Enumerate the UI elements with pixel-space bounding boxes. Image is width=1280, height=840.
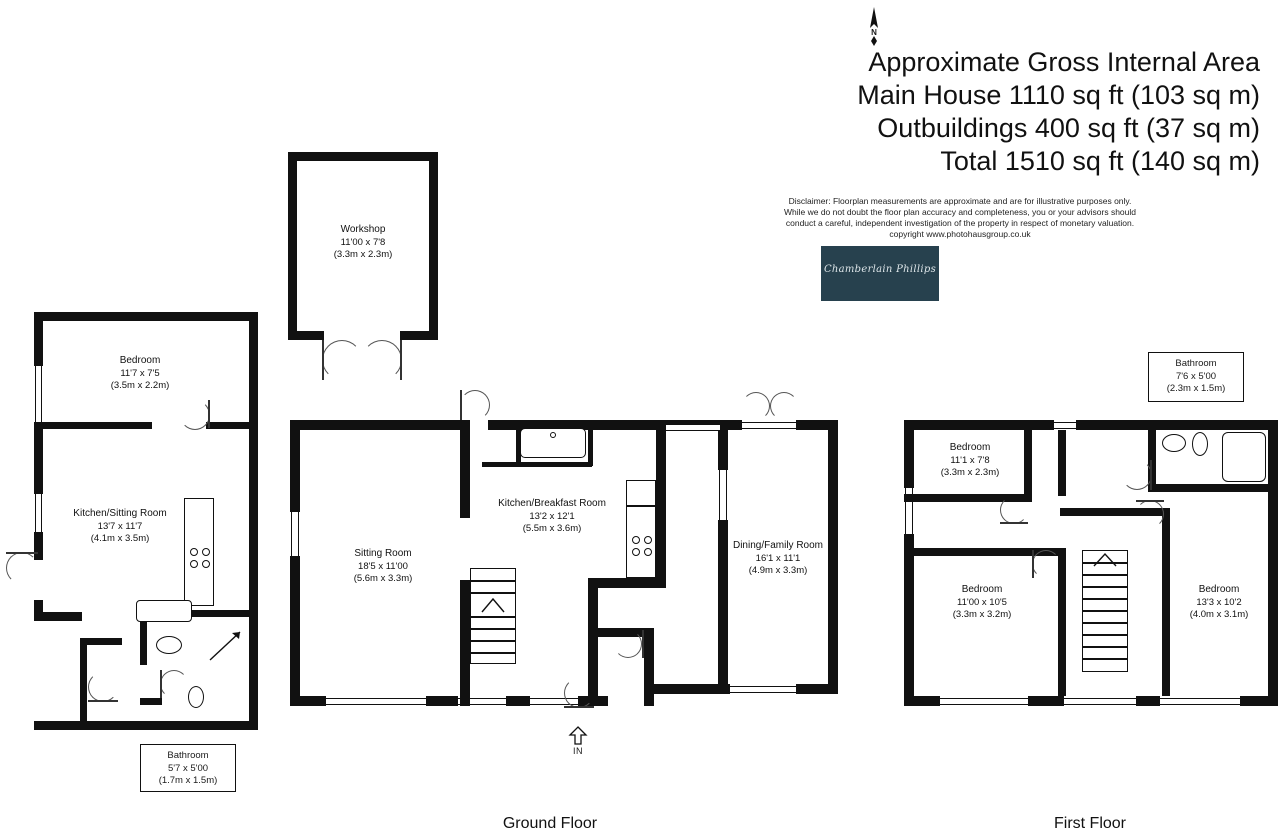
ground-wall-top-left (290, 420, 460, 430)
first-stair-step (1083, 622, 1127, 624)
area-summary (640, 46, 1260, 178)
annexe-wc (188, 686, 204, 708)
annexe-hob-ring-4 (202, 560, 210, 568)
ground-bath-tap (550, 432, 556, 438)
annexe-bathroom-imperial: 5'7 x 5'00 (167, 762, 209, 774)
first-wall-bottom-4 (1240, 696, 1278, 706)
annexe-wall-bottom (34, 721, 258, 730)
first-wall-bathroom-bottom (1148, 484, 1278, 492)
first-stair-step (1083, 634, 1127, 636)
first-wall-bottom-1 (904, 696, 940, 706)
ground-stair-step (471, 580, 515, 582)
ground-wall-bottom-1 (290, 696, 326, 706)
first-wall-bed-rear-right (1058, 554, 1066, 696)
ground-sitting-room-imperial: 18'5 x 11'00 (358, 560, 408, 572)
first-wall-landing-left (1058, 430, 1066, 496)
first-bedroom-rear-imperial: 11'00 x 10'5 (957, 596, 1007, 608)
first-bedroom-rear-label (922, 584, 1042, 622)
ground-door-front-arc (460, 390, 490, 420)
first-bedroom-rear-metric: (3.3m x 3.2m) (952, 609, 1012, 620)
first-bedroom-front-imperial: 11'1 x 7'8 (950, 454, 990, 466)
ground-stair-step (471, 652, 515, 654)
first-stair-step (1083, 658, 1127, 660)
annexe-bedroom-name: Bedroom (119, 355, 161, 366)
first-bathroom-imperial: 7'6 x 5'00 (1175, 370, 1217, 382)
workshop-door-right-leaf (400, 340, 402, 380)
first-wall-bottom-3 (1136, 696, 1160, 706)
annexe-kitchen-sitting-label (40, 508, 200, 546)
first-wc (1192, 432, 1208, 456)
area-title: Approximate Gross Internal Area (868, 47, 1260, 77)
first-bathroom-name: Bathroom (1175, 358, 1217, 369)
first-stair-step (1083, 586, 1127, 588)
ground-wall-bath-enclosure-bottom (482, 462, 592, 467)
ground-sitting-room-metric: (5.6m x 3.3m) (353, 573, 413, 584)
ground-hob-ring-4 (644, 548, 652, 556)
first-bedroom-main-name: Bedroom (1198, 584, 1240, 595)
area-total: Total 1510 sq ft (140 sq m) (940, 146, 1260, 176)
annexe-door-bathroom-leaf (160, 670, 162, 698)
workshop-wall-top (288, 152, 438, 161)
ground-door-dining-arc-2 (770, 392, 798, 420)
annexe-door-hall-leaf (88, 700, 118, 702)
first-stair-step (1083, 574, 1127, 576)
ground-window-dining-top (742, 422, 796, 429)
workshop-door-right-arc (362, 340, 402, 380)
workshop-imperial: 11'00 x 7'8 (340, 236, 386, 248)
ground-wall-kitchen-right-lower (588, 578, 666, 588)
first-bedroom-front-metric: (3.3m x 2.3m) (940, 467, 1000, 478)
ground-door-entry-leaf (564, 706, 594, 708)
annexe-partition-hall (80, 638, 87, 722)
annexe-bath (136, 600, 192, 622)
first-window-bottom-2 (1064, 698, 1136, 705)
ground-floor-plan (288, 400, 848, 730)
annexe-wall-bottom-left (34, 612, 82, 621)
annexe-partition-bedroom (34, 422, 152, 429)
first-bedroom-main-metric: (4.0m x 3.1m) (1189, 609, 1249, 620)
compass-north-arrow (862, 6, 886, 46)
first-window-top (1054, 422, 1076, 429)
workshop-floorplan (288, 152, 440, 352)
first-wall-bottom-2 (1028, 696, 1064, 706)
annexe-wall-left-upper (34, 312, 43, 366)
workshop-wall-right (429, 152, 438, 340)
first-stair-direction-arrow (1092, 552, 1118, 568)
disclaimer-line-1: Disclaimer: Floorplan measurements are approximate and are for illustrative purposes only. (788, 196, 1132, 206)
annexe-hob-ring-3 (190, 560, 198, 568)
ground-wall-left-upper (290, 420, 300, 512)
ground-wall-connector-bottom (654, 684, 690, 694)
first-window-bottom-1 (940, 698, 1028, 705)
compass-icon (862, 6, 886, 46)
workshop-door-left-arc (322, 340, 362, 380)
workshop-wall-left (288, 152, 297, 340)
disclaimer-line-2: While we do not doubt the floor plan accuracy and completeness, you or your advisors should (783, 207, 1136, 217)
ground-dining-name: Dining/Family Room (732, 540, 824, 551)
annexe-partition-bathroom-bottom (140, 698, 162, 705)
annexe-shower-arrow (206, 626, 246, 666)
ground-hob-ring-3 (632, 548, 640, 556)
ground-dining-metric: (4.9m x 3.3m) (748, 565, 808, 576)
ground-sitting-room-label (318, 548, 448, 586)
first-door-bed-rear-leaf (1032, 550, 1034, 578)
ground-stair-step (471, 628, 515, 630)
annexe-bedroom-label (80, 355, 200, 393)
ground-window-dining-bottom (730, 686, 796, 693)
ground-door-dining-arc (742, 392, 770, 420)
ground-hob-ring-1 (632, 536, 640, 544)
entrance-label: IN (573, 746, 583, 756)
annexe-bathroom-name: Bathroom (167, 750, 209, 761)
ground-wall-dining-bottom-left (686, 684, 730, 694)
annexe-bathroom-metric: (1.7m x 1.5m) (158, 775, 218, 786)
disclaimer-line-3: conduct a careful, independent investigation of the property in respect of monetary valuation. (785, 218, 1135, 228)
ground-stair-step (471, 616, 515, 618)
ground-floor-title: Ground Floor (502, 815, 598, 832)
ground-sitting-room-name: Sitting Room (354, 548, 412, 559)
agency-logo-text: Chamberlain Phillips (823, 264, 937, 275)
ground-door-utility-arc (614, 630, 642, 658)
ground-kitchen-metric: (5.5m x 3.6m) (522, 523, 582, 534)
ground-window-left (291, 512, 299, 556)
first-bathroom-callout (1148, 352, 1244, 402)
first-bedroom-main-imperial: 13'3 x 10'2 (1196, 596, 1242, 608)
annexe-bedroom-metric: (3.5m x 2.2m) (110, 380, 170, 391)
area-main-house: Main House 1110 sq ft (103 sq m) (857, 80, 1260, 110)
annexe-door-hall-arc (88, 672, 118, 702)
first-door-bed-main-arc (1136, 500, 1164, 528)
first-stair-step (1083, 598, 1127, 600)
first-wall-top-mid (1076, 420, 1230, 430)
first-door-bed-main-leaf (1136, 500, 1164, 502)
ground-window-connector (666, 424, 720, 431)
annexe-door-bedroom-arc (180, 400, 210, 430)
agency-logo (821, 246, 939, 301)
first-bedroom-rear-name: Bedroom (961, 584, 1003, 595)
first-wall-top-left (904, 420, 1054, 430)
first-door-bed-front-leaf (1000, 522, 1028, 524)
ground-kitchen-unit-top (626, 480, 656, 506)
ground-wall-bottom-2 (426, 696, 458, 706)
workshop-label (303, 224, 423, 262)
ground-window-dining-left (719, 470, 727, 520)
ground-dining-imperial: 16'1 x 11'1 (755, 552, 801, 564)
ground-hob-ring-2 (644, 536, 652, 544)
annexe-partition-bedroom-right (206, 422, 258, 429)
disclaimer-text (660, 196, 1260, 240)
first-wall-right (1268, 420, 1278, 706)
first-wall-left-lower (904, 534, 914, 706)
first-door-bed-front-arc (1000, 496, 1028, 524)
first-floor-title: First Floor (1054, 815, 1126, 832)
ground-wall-left-lower (290, 556, 300, 706)
disclaimer-line-4: copyright www.photohausgroup.co.uk (889, 229, 1031, 239)
ground-stair-step (471, 640, 515, 642)
workshop-name: Workshop (340, 224, 386, 235)
ground-kitchen-counter (626, 506, 656, 578)
ground-wall-sitting-kitchen (460, 420, 470, 518)
ground-stair-step (471, 592, 515, 594)
annexe-floorplan (20, 300, 260, 810)
ground-wall-utility (644, 628, 654, 706)
annexe-wall-left-mid1 (34, 422, 43, 494)
annexe-bedroom-imperial: 11'7 x 7'5 (120, 367, 160, 379)
ground-wall-sitting-kitchen-lower (460, 580, 470, 706)
annexe-door-bathroom-arc (160, 670, 188, 698)
ground-kitchen-imperial: 13'2 x 12'1 (529, 510, 575, 522)
first-bedroom-front-label (910, 442, 1030, 480)
workshop-door-left-leaf (322, 340, 324, 380)
first-door-bed-rear-arc (1032, 550, 1060, 578)
compass-label: N (871, 28, 877, 37)
first-bath (1222, 432, 1266, 482)
annexe-window-left-1 (35, 366, 42, 422)
first-floor-plan (900, 400, 1280, 730)
ground-wall-kitchen-right (656, 420, 666, 578)
ground-dining-label (708, 540, 848, 578)
annexe-kitchen-sitting-name: Kitchen/Sitting Room (73, 508, 167, 519)
annexe-door-bedroom-leaf (208, 400, 210, 428)
ground-kitchen-label (478, 498, 626, 536)
first-stair-step (1083, 610, 1127, 612)
first-door-bathroom-arc (1122, 460, 1152, 490)
entrance-arrow-icon (568, 726, 588, 746)
workshop-metric: (3.3m x 2.3m) (333, 249, 393, 260)
ground-window-bottom-1 (326, 698, 426, 705)
first-stair-step (1083, 646, 1127, 648)
ground-wall-dining-bottom-right (796, 684, 838, 694)
first-door-bathroom-leaf (1150, 460, 1152, 490)
first-window-bottom-3 (1160, 698, 1240, 705)
annexe-door-entrance-arc (6, 552, 38, 584)
first-bathroom-metric: (2.3m x 1.5m) (1166, 383, 1226, 394)
ground-wall-bath-enclosure-left (516, 424, 521, 466)
ground-kitchen-name: Kitchen/Breakfast Room (498, 498, 606, 509)
annexe-kitchen-sitting-metric: (4.1m x 3.5m) (90, 533, 150, 544)
first-washbasin (1162, 434, 1186, 452)
annexe-bathroom-callout (140, 744, 236, 792)
annexe-kitchen-sitting-imperial: 13'7 x 11'7 (97, 520, 143, 532)
annexe-washbasin (156, 636, 182, 654)
ground-wall-bath-enclosure-right (588, 424, 593, 466)
area-outbuildings: Outbuildings 400 sq ft (37 sq m) (877, 113, 1260, 143)
annexe-hob-ring-1 (190, 548, 198, 556)
annexe-door-entrance-leaf (6, 552, 38, 554)
annexe-wall-right (249, 312, 258, 730)
annexe-wall-top (34, 312, 258, 321)
ground-door-utility-leaf (642, 630, 644, 658)
workshop-wall-bottom-left (288, 331, 324, 340)
first-bedroom-front-name: Bedroom (949, 442, 991, 453)
ground-door-entry-arc (564, 678, 594, 708)
annexe-partition-hall-top (80, 638, 122, 645)
first-bedroom-main-label (1158, 584, 1280, 622)
workshop-wall-bottom-right (400, 331, 438, 340)
ground-door-front-leaf (460, 390, 462, 420)
ground-wall-bottom-3 (506, 696, 530, 706)
ground-stair-direction-arrow (480, 596, 506, 614)
annexe-hob-ring-2 (202, 548, 210, 556)
